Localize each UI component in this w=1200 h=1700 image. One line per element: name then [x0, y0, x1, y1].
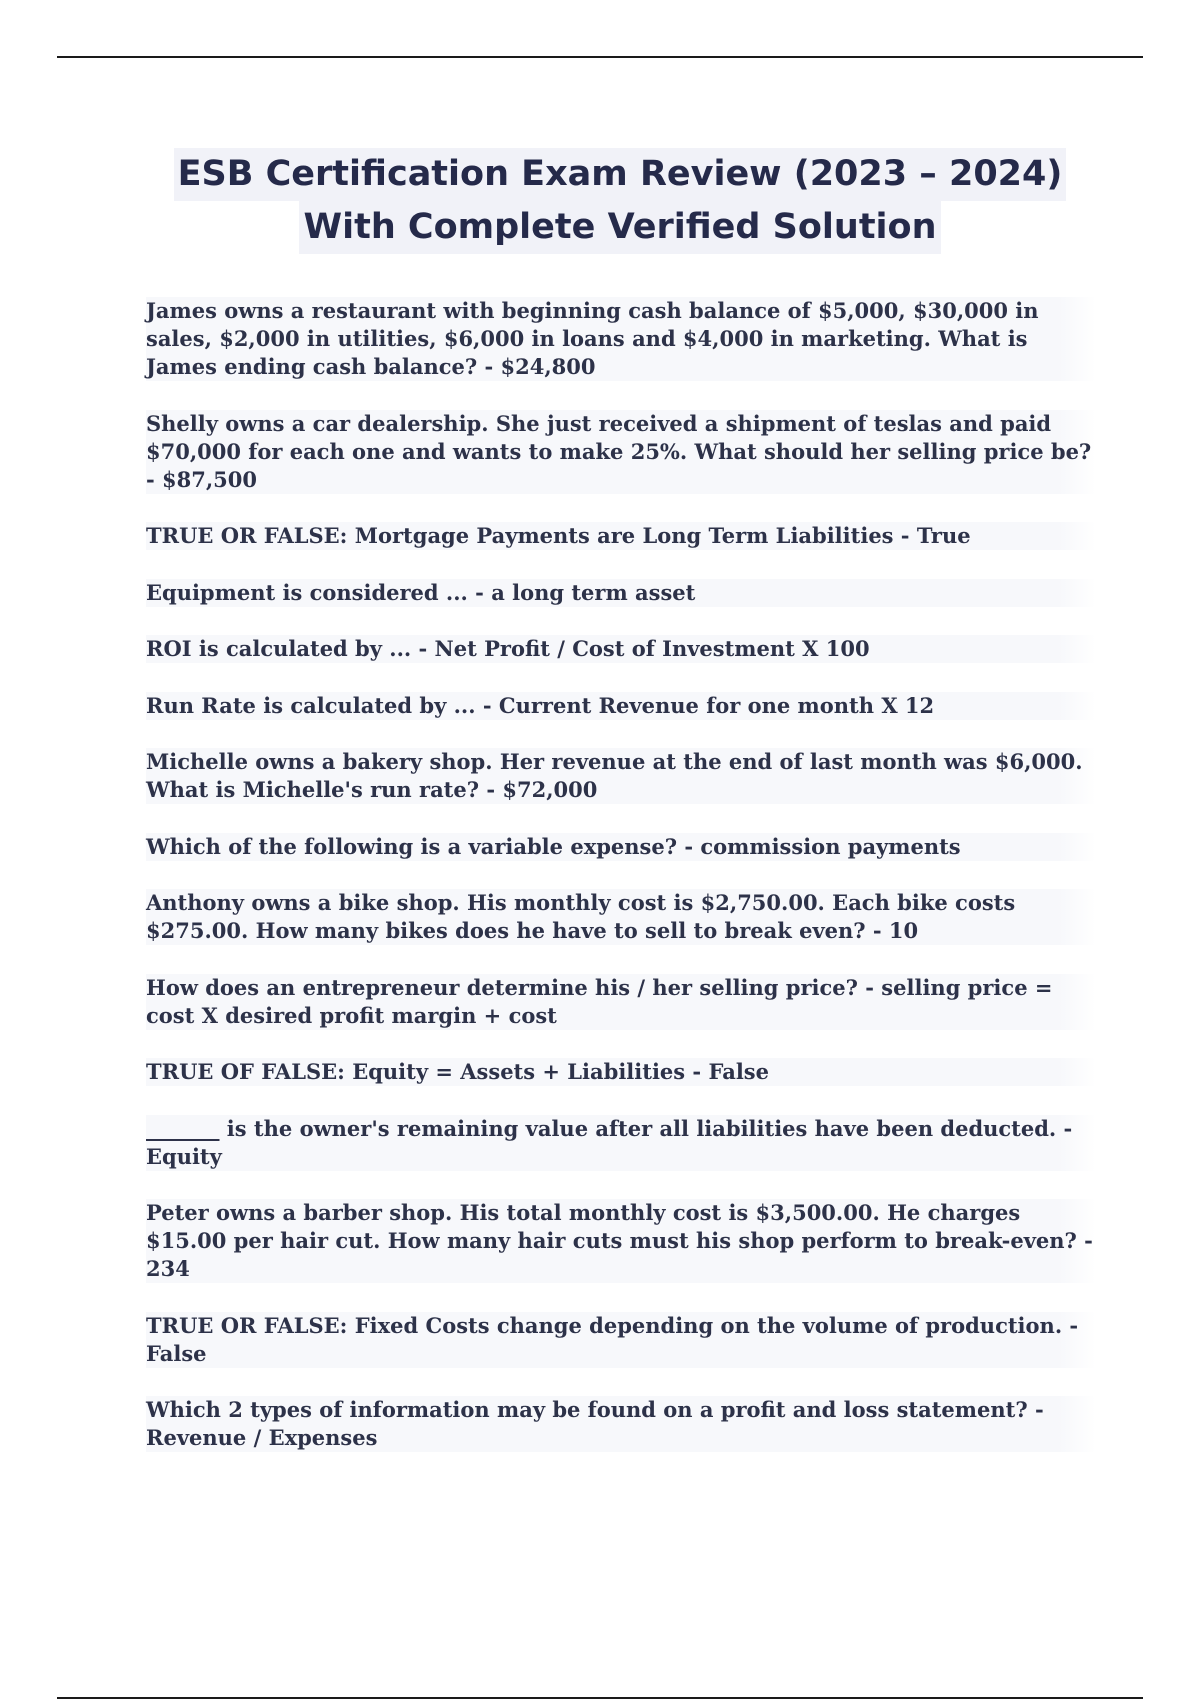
top-rule [57, 56, 1143, 58]
qa-item: Shelly owns a car dealership. She just received a shipment of teslas and paid $70,000 for each one and wants to make 25%. What should her selling price be? - $87,500 [146, 410, 1096, 494]
qa-item: _______ is the owner's remaining value after all liabilities have been deducted. - Equity [146, 1115, 1096, 1171]
qa-item: TRUE OR FALSE: Fixed Costs change depending on the volume of production. - False [146, 1312, 1096, 1368]
qa-item: Run Rate is calculated by ... - Current Revenue for one month X 12 [146, 692, 1096, 720]
qa-item: Anthony owns a bike shop. His monthly cost is $2,750.00. Each bike costs $275.00. How many bikes does he have to sell to break even? - 10 [146, 889, 1096, 945]
title-line-2: With Complete Verified Solution [299, 201, 940, 254]
qa-item: Peter owns a barber shop. His total monthly cost is $3,500.00. He charges $15.00 per hair cut. How many hair cuts must his shop perform to break-even? - 234 [146, 1199, 1096, 1283]
title-line-1: ESB Certification Exam Review (2023 – 2024) [174, 148, 1067, 201]
qa-item: Michelle owns a bakery shop. Her revenue at the end of last month was $6,000. What is Michelle's run rate? - $72,000 [146, 748, 1096, 804]
bottom-rule [57, 1697, 1143, 1699]
document-title [0, 148, 1200, 254]
qa-item: Which 2 types of information may be found on a profit and loss statement? - Revenue / Expenses [146, 1396, 1096, 1452]
qa-item: TRUE OR FALSE: Mortgage Payments are Long Term Liabilities - True [146, 522, 1096, 550]
qa-item: TRUE OF FALSE: Equity = Assets + Liabilities - False [146, 1058, 1096, 1086]
qa-item: How does an entrepreneur determine his / her selling price? - selling price = cost X desired profit margin + cost [146, 974, 1096, 1030]
qa-list [146, 297, 1096, 1452]
qa-item: James owns a restaurant with beginning cash balance of $5,000, $30,000 in sales, $2,000 in utilities, $6,000 in loans and $4,000 in marketing. What is James ending cash balance? - $24,800 [146, 297, 1096, 381]
qa-item: Which of the following is a variable expense? - commission payments [146, 833, 1096, 861]
qa-item: Equipment is considered ... - a long term asset [146, 579, 1096, 607]
qa-item: ROI is calculated by ... - Net Profit / Cost of Investment X 100 [146, 635, 1096, 663]
